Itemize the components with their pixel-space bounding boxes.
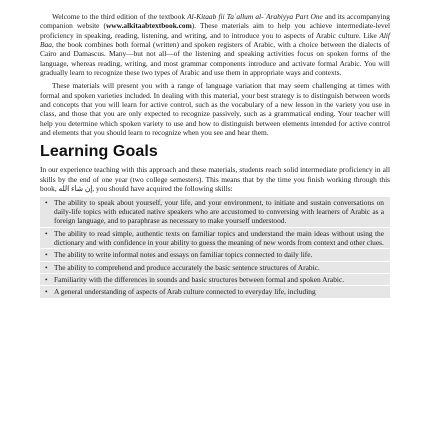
skill-item: • A general understanding of aspects of Arab culture connected to everyday life, including <box>40 286 390 298</box>
text-run: and its accompanying companion website ( <box>40 12 390 31</box>
intro-paragraph-1 <box>40 12 390 77</box>
text-run: , the book combines both formal (written) and spoken registers of Arabic, with a choice between the dialects of Cairo and Damascus. Many—but not all—of the listening and speaking activities focus on spoken forms of the language, whereas reading, writing, and most grammar components introduce and activate formal Arabic. You will gradually learn to recognize these two types of Arabic and use them in appropriate ways and contexts. <box>40 40 390 78</box>
text-run: Welcome to the third edition of the textbook <box>52 12 188 21</box>
skill-item: • The ability to write informal notes and essays on familiar topics connected to daily life. <box>40 249 390 261</box>
skills-list-box <box>40 197 390 299</box>
text-run: ). These materials aim to help you achieve intermediate-level proficiency in speaking, reading, listening, and writing, and to introduce you to aspects of Arabic culture. Like <box>40 21 391 40</box>
section-heading-learning-goals: Learning Goals <box>40 143 158 161</box>
intro-paragraph-2: These materials will present you with a range of language variation that may seem challenging at times with formal and spoken varieties included. In dealing with this material, your best strategy is to distinguish between words and concepts that you will learn for active control, such as the vocabulary of a new lesson in the variety you use in class, and those that you are only expected to recognize passively, such as a grammatical ending. Your teacher will help you determine which spoken variety to use and how to distinguish between elements intended for active control and elements that you should learn to recognize when you see and hear them. <box>40 81 390 138</box>
learning-goals-paragraph: In our experience teaching with this approach and these materials, students reach solid intermediate proficiency in all skills by the end of one year (two college semesters). This means that by the time you finish working through this book, إن شاء الله, you should have acquired the following skills: <box>40 165 390 194</box>
alif-baa-title: Alif Baa <box>40 30 390 50</box>
skill-item: • The ability to comprehend and produce accurately the basic sentence structures of Arabic. <box>40 262 390 274</box>
skill-item: • Familiarity with the differences in sounds and basic structures between formal and spoken Arabic. <box>40 274 390 286</box>
skill-item: • The ability to read simple, authentic texts on familiar topics and understand the main ideas without using the dictionary and with confidence in your ability to guess the meaning of new words from context and other clues. <box>40 228 390 250</box>
website-link[interactable]: www.alkitaabtextbook.com <box>105 21 192 31</box>
skill-item: • The ability to speak about yourself, your life, and your environment, to initiate and sustain conversations on daily-life topics with educated native speakers who are accustomed to conversing with learners of Arabic as a foreign language, and to paraphrase as necessary to make yourself understood. <box>40 197 390 228</box>
book-title: Al-Kitaab fii Taʿallum al-ʿArabiyya Part One <box>187 12 323 21</box>
